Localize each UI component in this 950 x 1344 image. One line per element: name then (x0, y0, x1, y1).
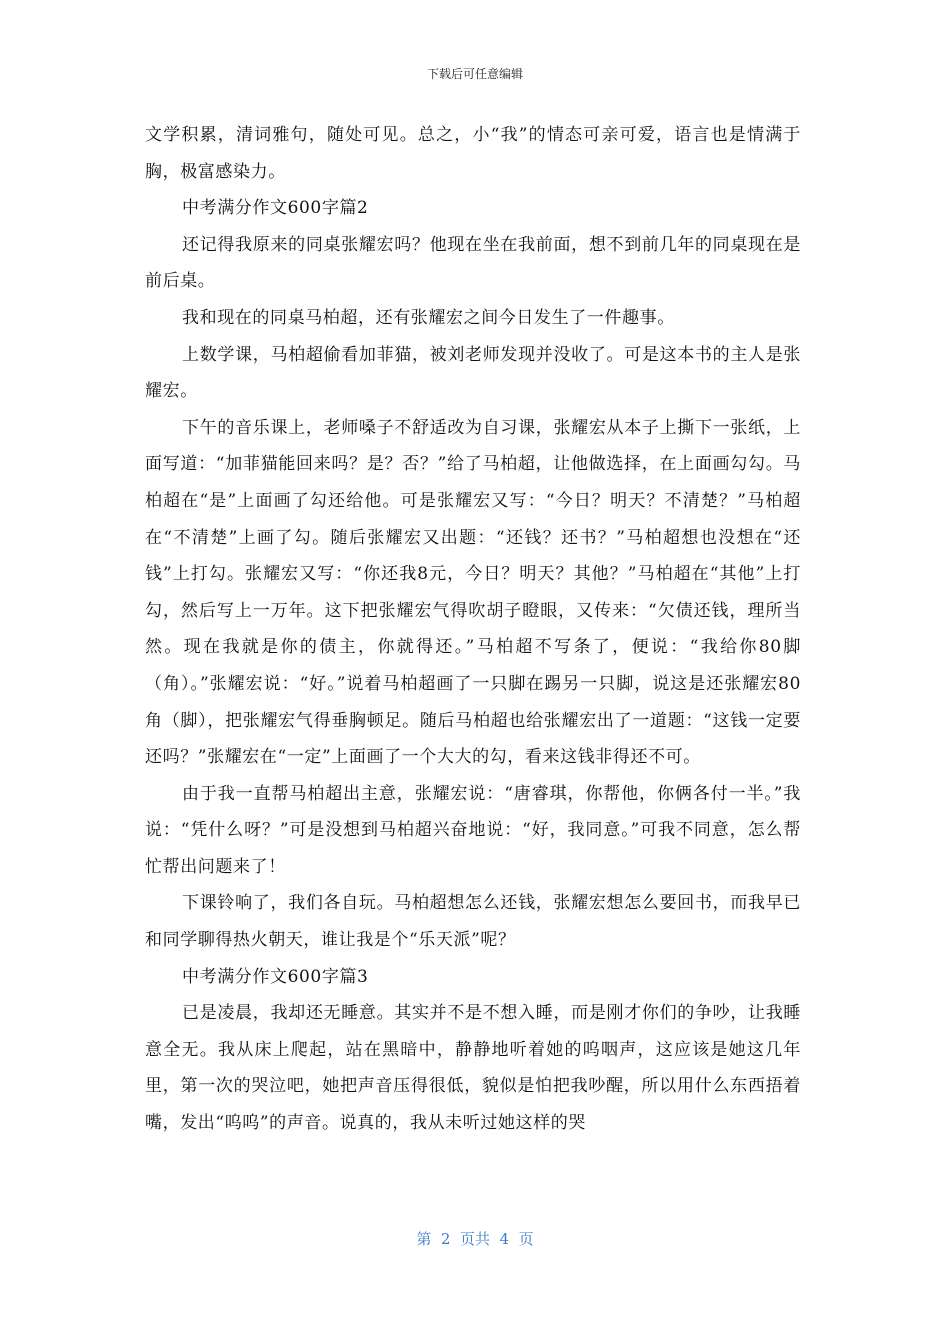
body-paragraph: 文学积累，清词雅句，随处可见。总之，小“我”的情态可亲可爱，语言也是情满于胸，极富感染力。 (145, 125, 801, 182)
section-heading: 中考满分作文600字篇3 (182, 966, 369, 987)
page-header: 下载后可任意编辑 (426, 67, 523, 81)
section-heading: 中考满分作文600字篇2 (182, 198, 369, 219)
body-paragraph: 下课铃响了，我们各自玩。马柏超想怎么还钱，张耀宏想怎么要回书，而我早已和同学聊得热火朝天，谁让我是个“乐天派”呢？ (145, 893, 801, 951)
body-paragraph: 我和现在的同桌马柏超，还有张耀宏之间今日发生了一件趣事。 (182, 307, 675, 328)
body-paragraph: 由于我一直帮马柏超出主意，张耀宏说：“唐睿琪，你帮他，你俩各付一半。”我说：“凭什么呀？”可是没想到马柏超兴奋地说：“好，我同意。”可我不同意，怎么帮忙帮出问题来了！ (145, 783, 801, 877)
body-paragraph: 已是凌晨，我却还无睡意。其实并不是不想入睡，而是刚才你们的争吵，让我睡意全无。我从床上爬起，站在黑暗中，静静地听着她的呜咽声，这应该是她这几年里，第一次的哭泣吧，她把声音压得很低，貌似是怕把我吵醒，所以用什么东西捂着嘴，发出“呜呜”的声音。说真的，我从未听过她这样的哭 (145, 1003, 801, 1134)
body-paragraph: 上数学课，马柏超偷看加菲猫，被刘老师发现并没收了。可是这本书的主人是张耀宏。 (145, 344, 801, 402)
body-paragraph: 下午的音乐课上，老师嗓子不舒适改为自习课，张耀宏从本子上撕下一张纸，上面写道：“加菲猫能回来吗？是？否？”给了马柏超，让他做选择，在上面画勾勾。马柏超在“是”上面画了勾还给他。可是张耀宏又写：“今日？明天？不清楚？”马柏超在“不清楚”上画了勾。随后张耀宏又出题：“还钱？还书？”马柏超想也没想在“还钱”上打勾。张耀宏又写：“你还我8元，今日？明天？其他？”马柏超在“其他”上打勾，然后写上一万年。这下把张耀宏气得吹胡子瞪眼，又传来：“欠债还钱，理所当然。现在我就是你的债主，你就得还。”马柏超不写条了，便说：“我给你80脚（角）。”张耀宏说：“好。”说着马柏超画了一只脚在踢另一只脚，说这是还张耀宏80角（脚），把张耀宏气得垂胸顿足。随后马柏超也给张耀宏出了一道题：“这钱一定要还吗？”张耀宏在“一定”上面画了一个大大的勾，看来这钱非得还不可。 (145, 417, 801, 768)
document-body (145, 117, 801, 1142)
page-footer: 第 2 页共 4 页 (416, 1230, 534, 1248)
body-paragraph: 还记得我原来的同桌张耀宏吗？他现在坐在我前面，想不到前几年的同桌现在是前后桌。 (145, 234, 801, 292)
